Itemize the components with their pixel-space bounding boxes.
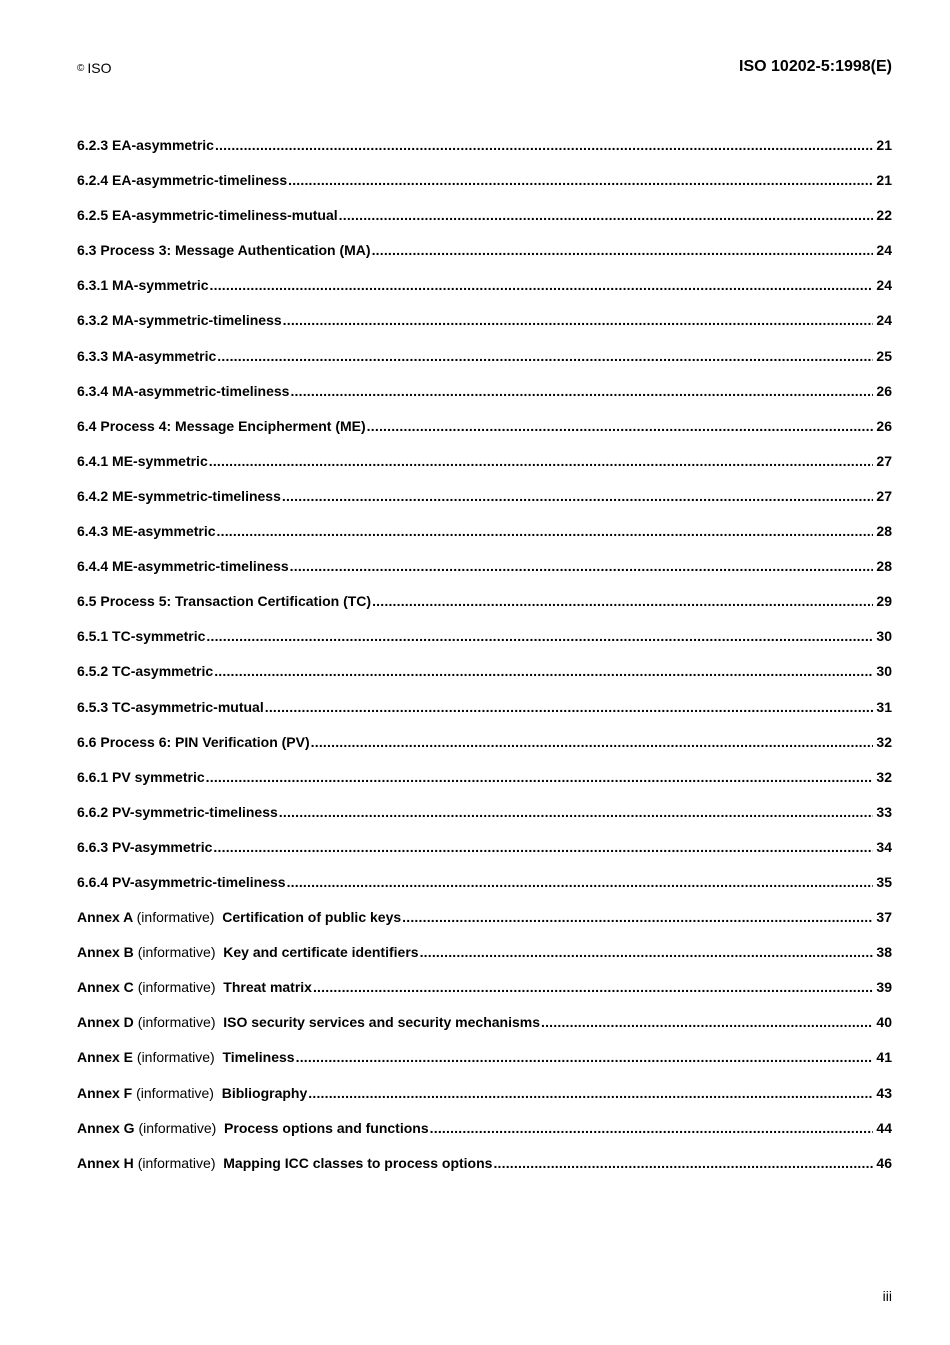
toc-entry-title: 6.6.1 PV symmetric <box>77 768 205 785</box>
toc-entry[interactable] <box>77 170 892 205</box>
toc-entry-page: 35 <box>876 873 892 890</box>
toc-entry-title: 6.4.4 ME-asymmetric-timeliness <box>77 558 289 575</box>
annex-id: Annex G <box>77 1119 135 1136</box>
toc-entry-page: 31 <box>876 698 892 715</box>
toc-annex-label <box>77 1012 540 1032</box>
toc-entry[interactable] <box>77 381 892 416</box>
toc-leader-dots <box>283 310 873 330</box>
annex-kind: (informative) <box>137 1014 216 1031</box>
toc-annex-entry[interactable] <box>77 907 892 942</box>
toc-entry-page: 26 <box>876 417 892 434</box>
toc-leader-dots <box>213 837 873 857</box>
toc-annex-entry[interactable] <box>77 1047 892 1082</box>
toc-annex-entry[interactable] <box>77 1083 892 1118</box>
annex-id: Annex E <box>77 1049 134 1066</box>
toc-annex-entry[interactable] <box>77 942 892 977</box>
toc-entry-page: 32 <box>876 733 892 750</box>
toc-entry-page: 26 <box>876 382 892 399</box>
toc-entry-title: 6.3.3 MA-asymmetric <box>77 347 217 364</box>
toc-entry-page: 28 <box>876 523 892 540</box>
toc-leader-dots <box>430 1118 873 1138</box>
toc-leader-dots <box>288 170 873 190</box>
toc-entry-page: 21 <box>876 172 892 189</box>
toc-entry[interactable] <box>77 451 892 486</box>
toc-annex-label <box>77 1083 307 1103</box>
toc-leader-dots <box>217 346 873 366</box>
annex-title: Key and certificate identifiers <box>223 944 419 961</box>
annex-title: Certification of public keys <box>222 909 402 926</box>
toc-entry-title: 6.4.1 ME-symmetric <box>77 452 208 469</box>
toc-annex-label <box>77 1153 492 1173</box>
toc-leader-dots <box>217 521 873 541</box>
toc-entry-page: 27 <box>876 452 892 469</box>
toc-entry-page: 39 <box>876 979 892 996</box>
toc-entry-page: 30 <box>876 628 892 645</box>
toc-entry[interactable] <box>77 661 892 696</box>
annex-title: Bibliography <box>221 1084 308 1101</box>
toc-entry-title: 6.5.3 TC-asymmetric-mutual <box>77 698 264 715</box>
toc-entry-page: 37 <box>876 909 892 926</box>
page-number: iii <box>882 1288 892 1304</box>
toc-leader-dots <box>313 977 873 997</box>
toc-leader-dots <box>402 907 873 927</box>
toc-entry-title: 6.2.4 EA-asymmetric-timeliness <box>77 172 288 189</box>
toc-entry-title: 6.3 Process 3: Message Authentication (MA) <box>77 242 371 259</box>
toc-entry[interactable] <box>77 486 892 521</box>
toc-leader-dots <box>372 591 873 611</box>
toc-leader-dots <box>493 1153 873 1173</box>
annex-id: Annex H <box>77 1154 134 1171</box>
annex-id: Annex C <box>77 979 134 996</box>
annex-title: Timeliness <box>222 1049 295 1066</box>
toc-entry[interactable] <box>77 732 892 767</box>
toc-entry-page: 30 <box>876 663 892 680</box>
toc-entry-page: 46 <box>876 1154 892 1171</box>
toc-entry-title: 6.4.2 ME-symmetric-timeliness <box>77 487 281 504</box>
toc-entry[interactable] <box>77 205 892 240</box>
toc-leader-dots <box>287 872 873 892</box>
toc-leader-dots <box>311 732 873 752</box>
annex-title: Mapping ICC classes to process options <box>223 1154 493 1171</box>
toc-annex-label <box>77 1118 429 1138</box>
toc-entry[interactable] <box>77 521 892 556</box>
annex-kind: (informative) <box>137 944 216 961</box>
toc-entry-title: 6.5.2 TC-asymmetric <box>77 663 214 680</box>
toc-leader-dots <box>541 1012 873 1032</box>
toc-leader-dots <box>215 135 873 155</box>
annex-kind: (informative) <box>136 909 215 926</box>
toc-leader-dots <box>206 767 873 787</box>
toc-leader-dots <box>367 416 873 436</box>
toc-entry-page: 40 <box>876 1014 892 1031</box>
toc-entry-page: 32 <box>876 768 892 785</box>
toc-entry-page: 21 <box>876 137 892 153</box>
toc-entry[interactable] <box>77 135 892 170</box>
toc-entry-page: 22 <box>876 207 892 224</box>
toc-entry[interactable] <box>77 240 892 275</box>
toc-entry[interactable] <box>77 837 892 872</box>
toc-entry-title: 6.5.1 TC-symmetric <box>77 628 206 645</box>
annex-id: Annex F <box>77 1084 133 1101</box>
annex-kind: (informative) <box>136 1049 215 1066</box>
toc-entry-title: 6.6.3 PV-asymmetric <box>77 838 213 855</box>
toc-entry[interactable] <box>77 591 892 626</box>
annex-kind: (informative) <box>137 1154 216 1171</box>
toc-entry-page: 27 <box>876 487 892 504</box>
toc-entry-title: 6.6 Process 6: PIN Verification (PV) <box>77 733 310 750</box>
toc-entry-title: 6.6.4 PV-asymmetric-timeliness <box>77 873 286 890</box>
annex-kind: (informative) <box>136 1084 214 1101</box>
toc-entry[interactable] <box>77 310 892 345</box>
toc-entry-title: 6.2.5 EA-asymmetric-timeliness-mutual <box>77 207 338 224</box>
toc-entry[interactable] <box>77 872 892 907</box>
toc-entry[interactable] <box>77 556 892 591</box>
toc-leader-dots <box>214 661 873 681</box>
toc-leader-dots <box>209 451 873 471</box>
toc-entry[interactable] <box>77 275 892 310</box>
toc-leader-dots <box>339 205 873 225</box>
annex-kind: (informative) <box>138 1119 217 1136</box>
toc-leader-dots <box>290 556 873 576</box>
annex-id: Annex D <box>77 1014 134 1031</box>
toc-entry-page: 38 <box>876 944 892 961</box>
toc-leader-dots <box>290 381 873 401</box>
annex-title: Threat matrix <box>223 979 312 996</box>
toc-entry[interactable] <box>77 697 892 732</box>
toc-entry-title: 6.3.1 MA-symmetric <box>77 277 209 294</box>
toc-annex-label <box>77 907 401 927</box>
toc-annex-label <box>77 977 312 997</box>
annex-id: Annex A <box>77 909 133 926</box>
toc-entry-page: 28 <box>876 558 892 575</box>
table-of-contents <box>77 135 892 1188</box>
toc-entry-title: 6.6.2 PV-symmetric-timeliness <box>77 803 278 820</box>
toc-leader-dots <box>210 275 873 295</box>
toc-leader-dots <box>372 240 873 260</box>
toc-entry-page: 24 <box>876 277 892 294</box>
toc-entry-title: 6.3.4 MA-asymmetric-timeliness <box>77 382 290 399</box>
annex-title: ISO security services and security mechanisms <box>223 1014 540 1031</box>
toc-leader-dots <box>308 1083 873 1103</box>
toc-leader-dots <box>279 802 873 822</box>
toc-annex-entry[interactable] <box>77 977 892 1012</box>
copyright-text: ISO <box>87 60 112 76</box>
toc-entry-page: 34 <box>876 838 892 855</box>
toc-entry[interactable] <box>77 767 892 802</box>
toc-leader-dots <box>296 1047 873 1067</box>
toc-entry-page: 29 <box>876 593 892 610</box>
toc-entry-title: 6.4 Process 4: Message Encipherment (ME) <box>77 417 366 434</box>
toc-annex-label <box>77 942 419 962</box>
toc-annex-entry[interactable] <box>77 1012 892 1047</box>
document-id: ISO 10202-5:1998(E) <box>739 58 892 75</box>
toc-annex-entry[interactable] <box>77 1153 892 1188</box>
annex-id: Annex B <box>77 944 134 961</box>
toc-entry-page: 24 <box>876 242 892 259</box>
copyright-symbol: © <box>77 63 85 74</box>
toc-entry-page: 43 <box>876 1084 892 1101</box>
toc-annex-label <box>77 1047 295 1067</box>
toc-entry[interactable] <box>77 416 892 451</box>
annex-kind: (informative) <box>137 979 216 996</box>
copyright-notice <box>77 60 112 76</box>
toc-entry-page: 41 <box>876 1049 892 1066</box>
toc-annex-entry[interactable] <box>77 1118 892 1153</box>
toc-entry-title: 6.2.3 EA-asymmetric <box>77 137 214 153</box>
toc-entry-page: 33 <box>876 803 892 820</box>
toc-entry[interactable] <box>77 802 892 837</box>
toc-entry-title: 6.4.3 ME-asymmetric <box>77 523 216 540</box>
toc-entry-title: 6.3.2 MA-symmetric-timeliness <box>77 312 282 329</box>
toc-entry[interactable] <box>77 346 892 381</box>
toc-leader-dots <box>282 486 873 506</box>
toc-leader-dots <box>265 697 873 717</box>
toc-entry-page: 24 <box>876 312 892 329</box>
toc-entry-title: 6.5 Process 5: Transaction Certification (TC) <box>77 593 372 610</box>
annex-title: Process options and functions <box>224 1119 429 1136</box>
toc-entry-page: 25 <box>876 347 892 364</box>
toc-leader-dots <box>420 942 873 962</box>
toc-entry[interactable] <box>77 626 892 661</box>
toc-leader-dots <box>206 626 873 646</box>
toc-entry-page: 44 <box>876 1119 892 1136</box>
